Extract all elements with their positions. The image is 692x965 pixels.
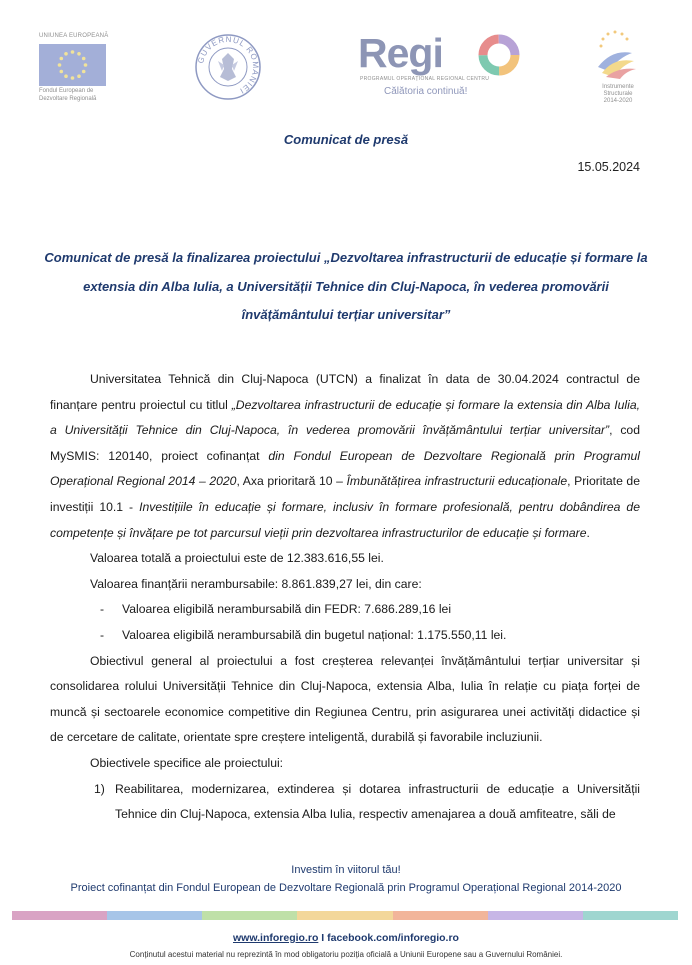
stripe-segment	[583, 911, 678, 920]
nonrefundable-line: Valoarea finanțării nerambursabile: 8.861.839,27 lei, din care:	[90, 576, 422, 591]
structural-instruments-logo	[592, 27, 638, 79]
document-label: Comunicat de presă	[283, 132, 409, 147]
footer-color-stripe	[12, 911, 678, 920]
bullet-text: Valoarea eligibilă nerambursabilă din FEDR: 7.686.289,16 lei	[122, 602, 452, 617]
p1-text-e: , Axa prioritară 10 –	[236, 474, 347, 489]
p1-text-a: Universitatea Tehnică din Cluj-Napoca (UTCN) a finalizat în data de 30.04.2024 contractul de finanțare pentru proiectul cu titlul	[50, 372, 640, 412]
total-value-line: Valoarea totală a proiectului este de 12.383.616,55 lei.	[90, 551, 384, 566]
p1-fund-program: din Fondul European de Dezvoltare Regională prin Programul Operațional Regional 2014 – 2020	[50, 448, 640, 489]
p1-text-c: , cod MySMIS: 120140, proiect cofinanțat	[50, 423, 640, 463]
document-body	[50, 367, 640, 828]
bullet-text: Valoarea eligibilă nerambursabilă din bugetul național: 1.175.550,11 lei.	[122, 627, 507, 642]
footer-disclaimer: Conținutul acestui material nu reprezintă în mod obligatoriu poziția oficială a Uniunii Europene sau a Guvernului României.	[129, 950, 563, 959]
numbered-item	[50, 777, 640, 828]
stripe-segment	[488, 911, 583, 920]
bullet-dash: -	[100, 602, 105, 617]
stripe-segment	[107, 911, 202, 920]
bullet-dash: -	[100, 627, 105, 642]
stripe-segment	[393, 911, 488, 920]
p1-text-i: .	[586, 525, 590, 540]
eu-logo-bottom-text	[39, 87, 129, 103]
is-title: Instrumente Structurale	[602, 84, 634, 97]
link-separator: I	[318, 932, 328, 944]
intro-paragraph	[50, 367, 640, 546]
item-number: 1)	[94, 781, 105, 796]
footer-cofinance-text: Proiect cofinanțat din Fondul European de Dezvoltare Regională prin Programul Operațional Regional 2014-2020	[70, 882, 622, 894]
regio-wordmark: Regi	[358, 30, 443, 76]
regio-program-text: PROGRAMUL OPERAȚIONAL REGIONAL CENTRU	[360, 76, 490, 82]
bullet-item	[50, 623, 640, 649]
bullet-item	[50, 597, 640, 623]
specific-objectives-label: Obiectivele specifice ale proiectului:	[90, 755, 284, 770]
item-text: Reabilitarea, modernizarea, extinderea și dotarea infrastructurii de educație a Universității Tehnice din Cluj-Napoca, extensia Alba Iulia, respectiv amenajarea a două amfiteatre, săli de	[115, 781, 640, 822]
stripe-segment	[12, 911, 107, 920]
regio-circle-icon	[478, 34, 520, 76]
government-seal-logo	[194, 33, 262, 101]
p1-project-title: „Dezvoltarea infrastructurii de educație și formare la extensia din Alba Iulia, a Universității Tehnice din Cluj-Napoca, în vederea promovării învățământului terțiar universitar”	[50, 397, 640, 438]
eu-fund-line-1: Fondul European de	[39, 88, 94, 94]
stripe-segment	[202, 911, 297, 920]
p1-axis-name: Îmbunătățirea infrastructurii educaționale	[346, 474, 568, 489]
facebook-link[interactable]: facebook.com/inforegio.ro	[327, 932, 459, 944]
eu-logo-top-text: UNIUNEA EUROPEANĂ	[39, 33, 109, 39]
footer-links	[0, 932, 692, 944]
p1-priority-name: Investițiile în educație și formare, inclusiv în formare profesională, pentru dobândirea de competențe și învățare pe tot parcursul vieții prin dezvoltarea infrastructurilor de educație și formare	[50, 499, 640, 540]
eu-fund-line-2: Dezvoltare Regională	[39, 96, 97, 102]
is-years: 2014-2020	[603, 98, 633, 104]
eu-flag-logo	[39, 44, 106, 86]
document-title: Comunicat de presă la finalizarea proiectului „Dezvoltarea infrastructurii de educație și formare la extensia din Alba Iulia, a Universității Tehnice din Cluj-Napoca, în vederea promovării învățământului terțiar universitar”	[44, 250, 648, 322]
regio-tagline: Călătoria continuă!	[384, 86, 468, 97]
p1-text-g: , Prioritate de investiții 10.1 -	[50, 474, 640, 514]
general-objective-paragraph: Obiectivul general al proiectului a fost creșterea relevanței învățământului terțiar universitar și consolidarea rolului Universității Tehnice din Cluj-Napoca, extensia Alba, Iulia în relație cu piața forței de muncă și sectoarele economice competitive din Regiunea Centru, prin asigurarea unei activități didactice și de cercetare de calitate, orientate spre creștere inteligentă, durabilă și favorabile incluziunii.	[50, 653, 640, 745]
gov-ring-text: GUVERNUL ROMÂNIEI	[196, 34, 261, 96]
document-date: 15.05.2024	[577, 160, 640, 174]
inforegio-link[interactable]: www.inforegio.ro	[233, 932, 319, 944]
structural-instruments-text	[587, 84, 649, 105]
stripe-segment	[297, 911, 392, 920]
footer-slogan: Investim în viitorul tău!	[291, 864, 401, 876]
